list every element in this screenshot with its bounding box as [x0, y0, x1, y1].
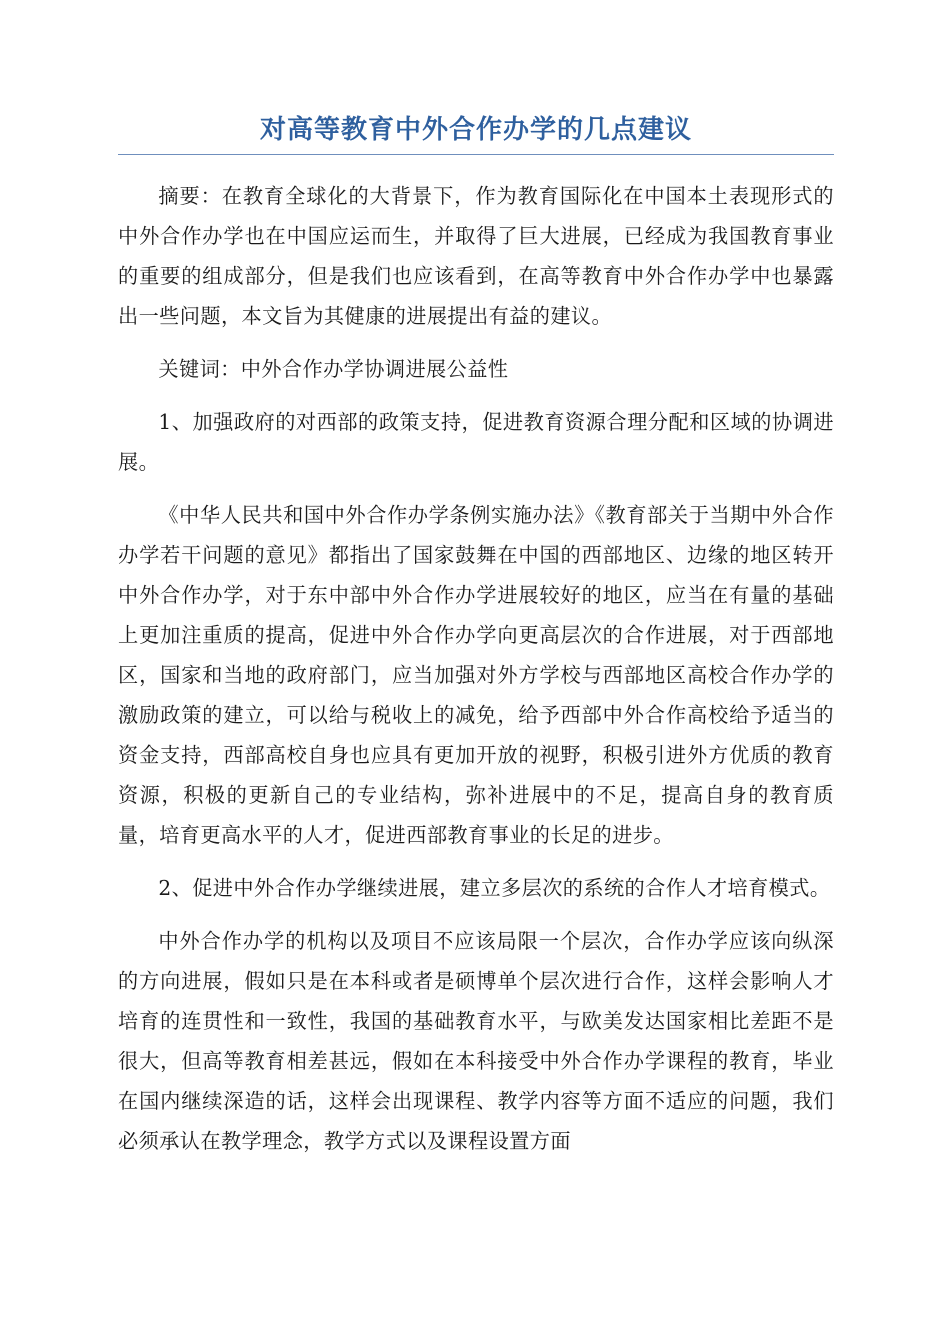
document-title: 对高等教育中外合作办学的几点建议 — [118, 108, 834, 155]
section-heading-2: 2、促进中外合作办学继续进展，建立多层次的系统的合作人才培育模式。 — [158, 876, 831, 900]
body-paragraph: 中外合作办学的机构以及项目不应该局限一个层次，合作办学应该向纵深的方向进展，假如只是在本科或者是硕博单个层次进行合作，这样会影响人才培育的连贯性和一致性，我国的基础教育水平，与欧美发达国家相比差距不是很大，但高等教育相差甚远，假如在本科接受中外合作办学课程的教育，毕业在国内继续深造的话，这样会出现课程、教学内容等方面不适应的问题，我们必须承认在教学理念，教学方式以及课程设置方面 — [118, 929, 834, 1153]
document-page — [118, 108, 834, 1174]
body-paragraph: 《中华人民共和国中外合作办学条例实施办法》《教育部关于当期中外合作办学若干问题的意见》都指出了国家鼓舞在中国的西部地区、边缘的地区转开中外合作办学，对于东中部中外合作办学进展较好的地区，应当在有量的基础上更加注重质的提高，促进中外合作办学向更高层次的合作进展，对于西部地区，国家和当地的政府部门，应当加强对外方学校与西部地区高校合作办学的激励政策的建立，可以给与税收上的减免，给予西部中外合作高校给予适当的资金支持，西部高校自身也应具有更加开放的视野，积极引进外方优质的教育资源，积极的更新自己的专业结构，弥补进展中的不足，提高自身的教育质量，培育更高水平的人才，促进西部教育事业的长足的进步。 — [118, 503, 834, 847]
section-heading-1: 1、加强政府的对西部的政策支持，促进教育资源合理分配和区域的协调进展。 — [118, 410, 834, 474]
abstract-paragraph: 摘要：在教育全球化的大背景下，作为教育国际化在中国本土表现形式的中外合作办学也在中国应运而生，并取得了巨大进展，已经成为我国教育事业的重要的组成部分，但是我们也应该看到，在高等教育中外合作办学中也暴露出一些问题，本文旨为其健康的进展提出有益的建议。 — [118, 184, 834, 328]
keywords-paragraph: 关键词：中外合作办学协调进展公益性 — [158, 357, 509, 381]
document-body — [118, 176, 834, 1161]
